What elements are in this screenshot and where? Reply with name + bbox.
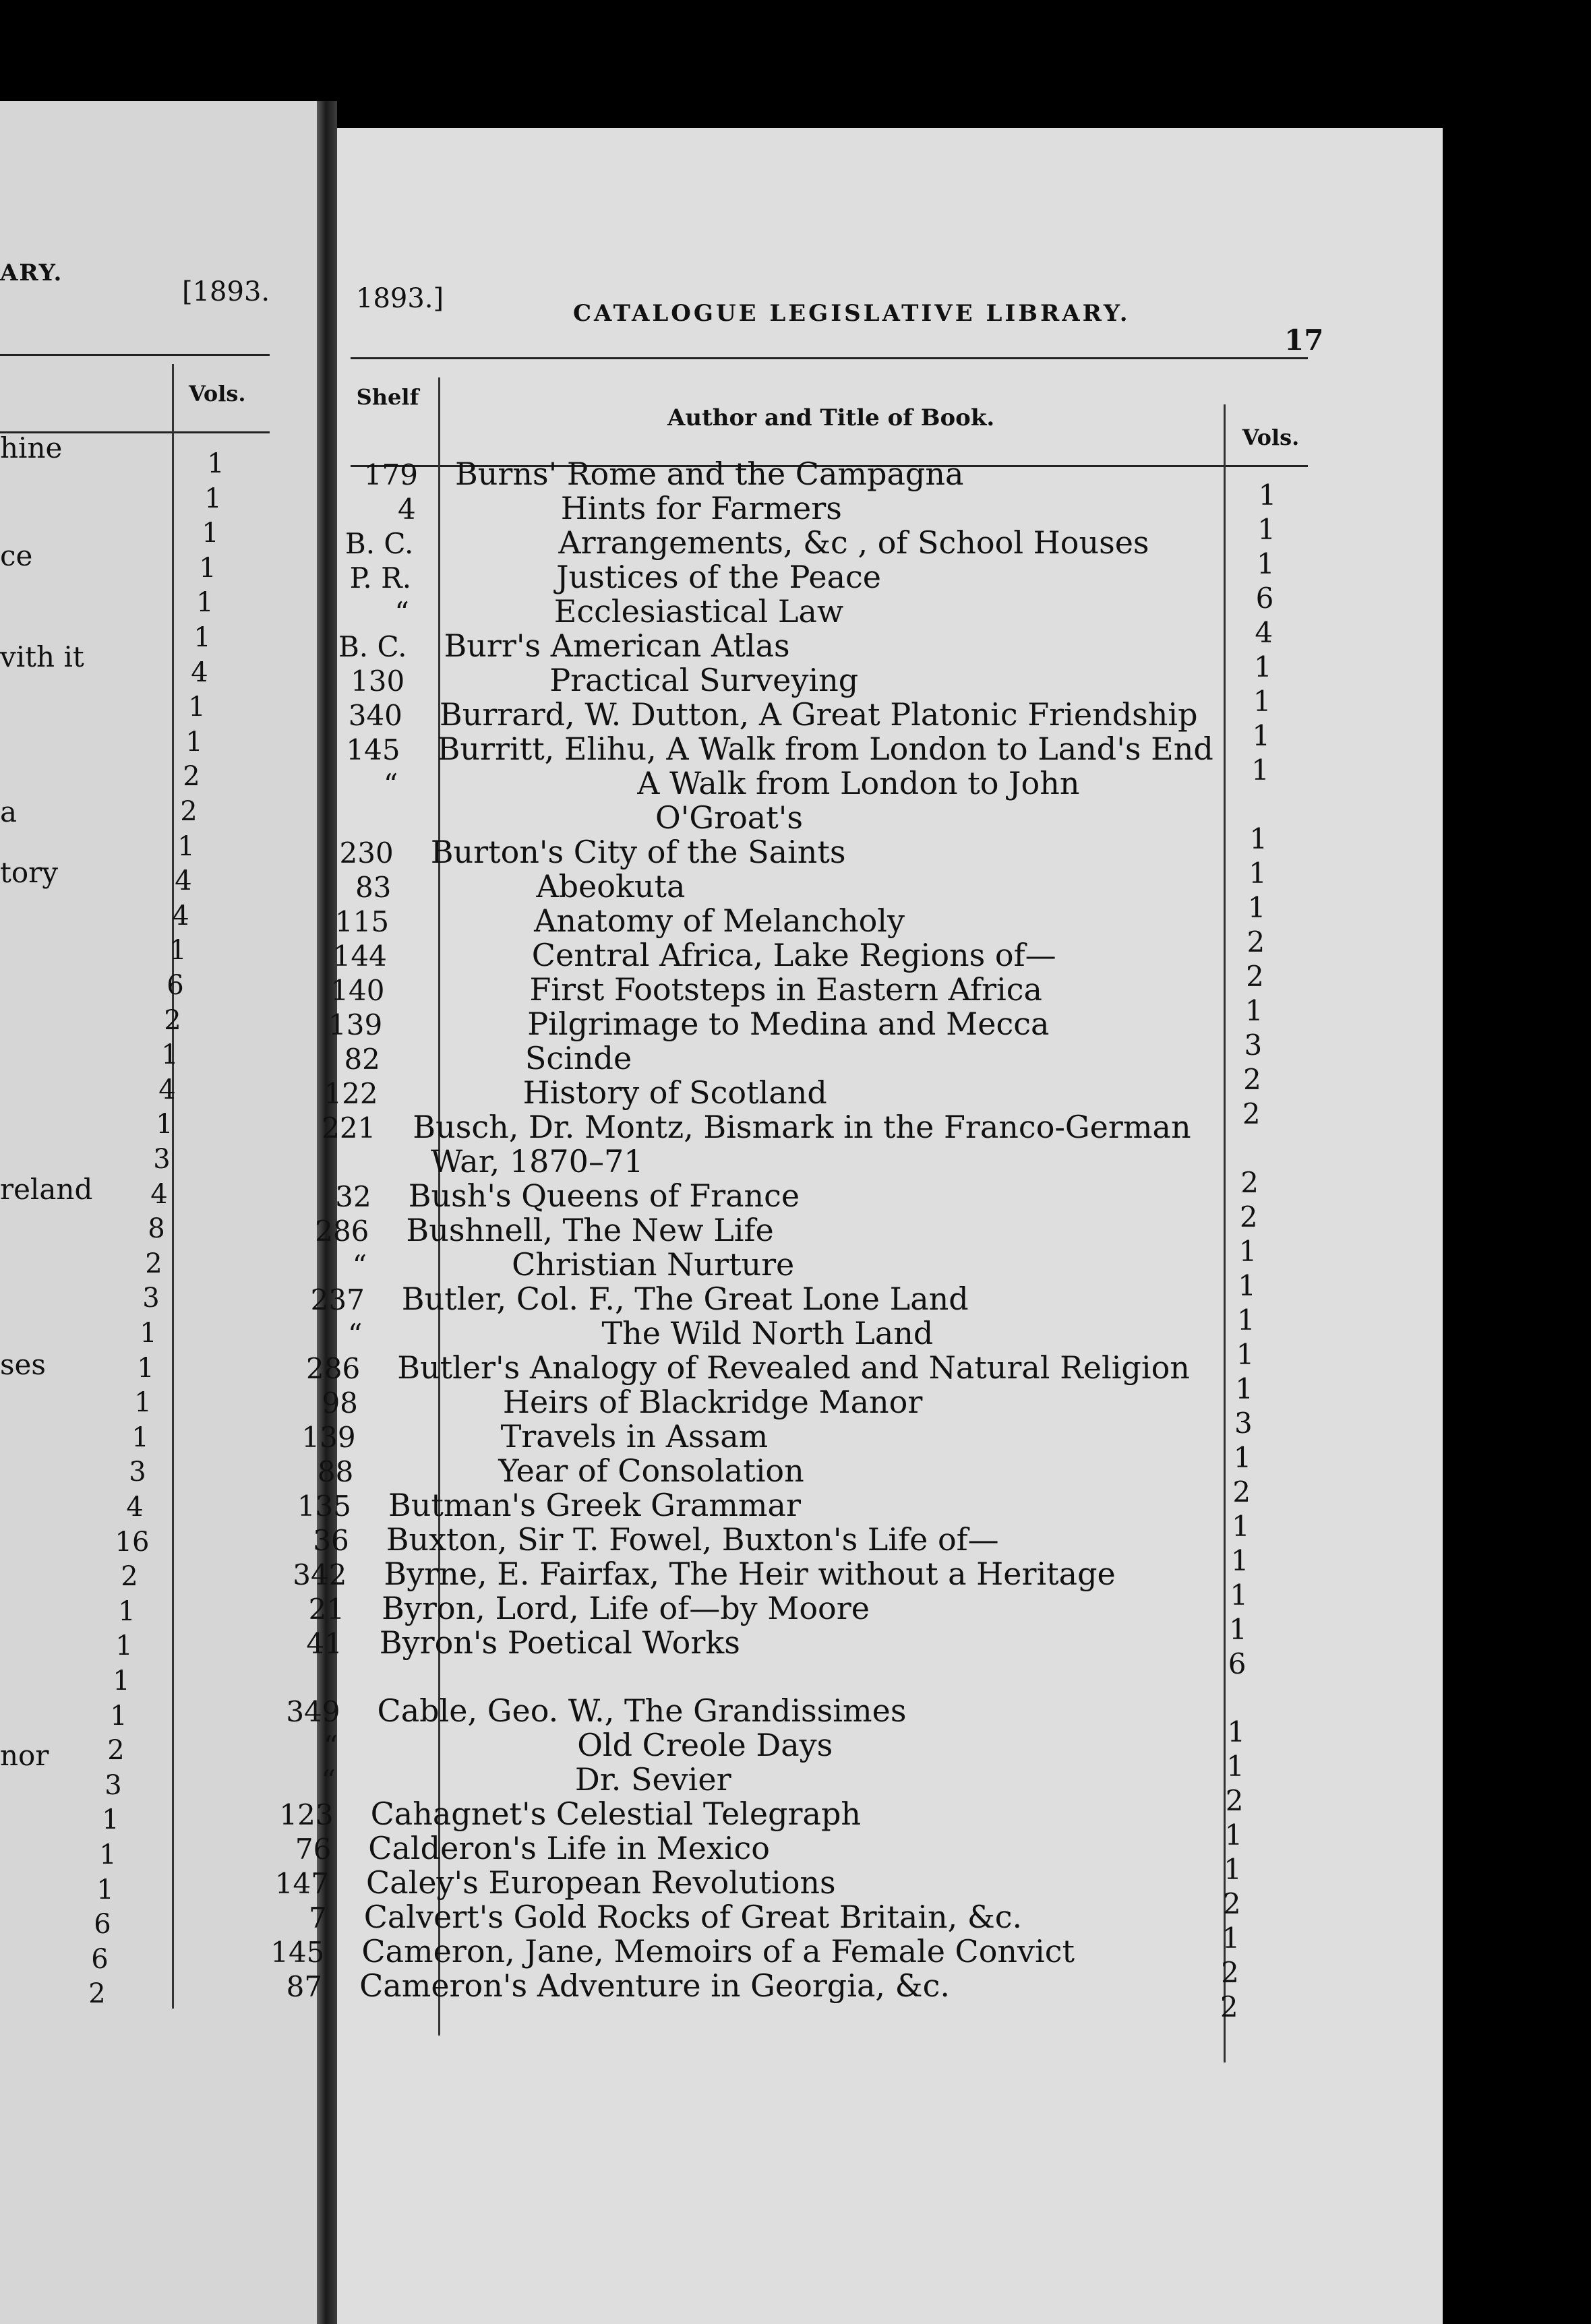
shelf-number: 145	[346, 733, 400, 766]
book-entry: Burr's American Atlas	[444, 628, 790, 664]
vol-count: 1	[1227, 1715, 1246, 1748]
book-entry: Caley's European Revolutions	[366, 1864, 836, 1901]
left-vol: 1	[137, 1352, 154, 1384]
book-entry: Year of Consolation	[498, 1452, 804, 1489]
left-header-rule	[0, 354, 270, 356]
shelf-number: 123	[279, 1798, 334, 1831]
book-entry: Hints for Farmers	[560, 490, 842, 526]
shelf-number: 230	[339, 836, 394, 869]
book-entry: Old Creole Days	[577, 1727, 833, 1763]
left-fragment: a	[0, 795, 18, 828]
shelf-number: 145	[270, 1936, 325, 1969]
book-entry: War, 1870–71	[431, 1143, 644, 1180]
shelf-number: 32	[335, 1180, 371, 1213]
book-entry: Calvert's Gold Rocks of Great Britain, &c.	[363, 1899, 1023, 1935]
left-vol: 1	[161, 1039, 179, 1071]
shelf-number: 87	[286, 1970, 323, 2003]
book-entry: Scinde	[524, 1040, 632, 1076]
vol-count: 1	[1254, 650, 1272, 683]
left-vol: 1	[96, 1874, 114, 1905]
left-vol: 1	[207, 448, 224, 479]
left-fragment: tory	[0, 856, 58, 889]
shelf-number: 179	[363, 458, 418, 491]
shelf-number: 7	[308, 1901, 327, 1934]
left-vols-header: Vols.	[189, 381, 246, 406]
shelf-number: 342	[293, 1558, 347, 1591]
left-vol: 1	[199, 552, 216, 584]
left-vol: 1	[131, 1421, 149, 1453]
book-entry: The Wild North Land	[601, 1315, 934, 1351]
shelf-number: “	[383, 768, 398, 801]
shelf-number: 4	[397, 493, 416, 526]
page-title: CATALOGUE LEGISLATIVE LIBRARY.	[573, 300, 1131, 327]
shelf-number: “	[321, 1764, 336, 1797]
vol-count: 1	[1244, 994, 1263, 1027]
left-vol: 1	[169, 935, 187, 967]
left-vol: 2	[183, 761, 200, 793]
book-entry: Buxton, Sir T. Fowel, Buxton's Life of—	[386, 1521, 999, 1558]
shelf-number: 286	[306, 1352, 361, 1385]
book-entry: Cahagnet's Celestial Telegraph	[370, 1796, 862, 1832]
page-number: 17	[1284, 324, 1324, 357]
left-vol: 1	[193, 622, 211, 653]
left-vol: 2	[164, 1004, 181, 1036]
vol-count: 1	[1251, 754, 1269, 787]
shelf-number: “	[394, 596, 409, 629]
left-vol: 1	[115, 1630, 133, 1662]
shelf-number: 139	[328, 1008, 383, 1041]
vol-count: 1	[1252, 719, 1271, 752]
book-entry: Central Africa, Lake Regions of—	[531, 937, 1056, 973]
left-year: [1893.	[182, 276, 270, 307]
book-entry: Bushnell, The New Life	[406, 1212, 774, 1248]
book-entry: Calderon's Life in Mexico	[368, 1830, 771, 1866]
shelf-number: 140	[330, 974, 385, 1007]
left-vol: 1	[110, 1700, 127, 1732]
left-vol: 6	[91, 1943, 109, 1975]
book-entry: Busch, Dr. Montz, Bismark in the Franco-German	[413, 1109, 1191, 1145]
book-entry: A Walk from London to John	[637, 765, 1080, 801]
vol-count: 1	[1224, 1853, 1242, 1886]
vol-count: 6	[1228, 1647, 1247, 1680]
shelf-number: 41	[306, 1627, 342, 1660]
left-vol: 2	[180, 796, 198, 827]
vol-count: 3	[1234, 1407, 1253, 1440]
book-entry: Byron's Poetical Works	[379, 1624, 740, 1661]
shelf-number: 221	[322, 1111, 376, 1144]
book-entry: Christian Nurture	[512, 1246, 795, 1283]
shelf-number: 286	[315, 1215, 369, 1248]
book-entry: Byrne, E. Fairfax, The Heir without a Heritage	[384, 1556, 1116, 1592]
shelf-number: 147	[274, 1867, 329, 1900]
left-vol: 1	[102, 1804, 119, 1836]
left-vol: 1	[113, 1665, 130, 1696]
shelf-number: 144	[332, 940, 387, 973]
left-vol: 4	[191, 656, 208, 688]
shelf-number: “	[352, 1249, 367, 1282]
book-entry: History of Scotland	[522, 1074, 827, 1111]
book-entry: Butman's Greek Grammar	[388, 1487, 801, 1523]
book-entry: Ecclesiastical Law	[553, 593, 844, 630]
shelf-number: 135	[297, 1490, 351, 1523]
book-entry: Burton's City of the Saints	[430, 834, 846, 870]
book-entry: Burrard, W. Dutton, A Great Platonic Friendship	[439, 696, 1198, 733]
left-fragment: reland	[0, 1173, 93, 1206]
vol-count: 1	[1257, 513, 1276, 546]
vol-count: 2	[1242, 1097, 1261, 1130]
left-fragment: ce	[0, 539, 33, 572]
left-running-head: ARY.	[0, 259, 63, 286]
left-vol: 1	[134, 1387, 152, 1419]
left-vol: 16	[115, 1526, 150, 1558]
shelf-number: 83	[355, 871, 392, 904]
book-entry: Cameron's Adventure in Georgia, &c.	[359, 1967, 950, 2004]
shelf-number: “	[348, 1318, 363, 1351]
vol-count: 1	[1235, 1372, 1254, 1405]
book-entry: Anatomy of Melancholy	[534, 903, 905, 939]
book-entry: Cable, Geo. W., The Grandissimes	[377, 1692, 907, 1729]
shelf-number: 237	[310, 1283, 365, 1316]
book-entry: First Footsteps in Eastern Africa	[529, 971, 1042, 1008]
book-entry: Bush's Queens of France	[408, 1178, 800, 1214]
vols-header: Vols.	[1242, 425, 1300, 450]
book-entry: Butler's Analogy of Revealed and Natural Religion	[397, 1349, 1190, 1386]
left-vol: 3	[104, 1769, 122, 1801]
left-vol: 1	[185, 726, 203, 758]
vol-count: 1	[1224, 1818, 1243, 1852]
vol-count: 1	[1258, 479, 1277, 512]
shelf-number: P. R.	[349, 561, 412, 594]
vol-count: 1	[1238, 1235, 1257, 1268]
vol-count: 3	[1244, 1029, 1263, 1062]
shelf-number: 36	[313, 1524, 349, 1557]
vol-count: 1	[1232, 1510, 1250, 1543]
vol-count: 1	[1247, 891, 1266, 924]
shelf-number: 139	[301, 1421, 356, 1454]
left-vol: 4	[175, 865, 192, 897]
book-entry: Burritt, Elihu, A Walk from London to Land's End	[437, 731, 1213, 767]
vol-count: 1	[1238, 1269, 1256, 1302]
book-entry: Heirs of Blackridge Manor	[502, 1384, 923, 1420]
left-vol: 2	[145, 1248, 162, 1279]
shelf-number: B. C.	[344, 527, 414, 560]
left-vol: 1	[156, 1109, 173, 1140]
vol-count: 4	[1255, 616, 1273, 649]
vol-count: 2	[1222, 1887, 1241, 1920]
left-vol: 1	[140, 1318, 157, 1349]
vol-count: 1	[1226, 1750, 1244, 1783]
shelf-number: 115	[334, 905, 390, 938]
shelf-header: Shelf	[356, 384, 419, 410]
left-vol: 4	[172, 900, 189, 931]
shelf-number: 349	[286, 1695, 340, 1728]
shelf-number: 76	[295, 1833, 332, 1866]
vol-count: 2	[1243, 1063, 1261, 1096]
vol-count: 1	[1233, 1441, 1252, 1474]
vol-count: 2	[1221, 1956, 1239, 1989]
vol-count: 2	[1225, 1784, 1244, 1817]
vol-count: 1	[1222, 1922, 1240, 1955]
left-fragment: vith it	[0, 640, 84, 673]
left-vol: 2	[121, 1561, 138, 1593]
vol-count: 1	[1230, 1544, 1249, 1577]
left-vol: 3	[153, 1144, 171, 1175]
left-vol: 6	[94, 1909, 111, 1940]
vol-count: 2	[1240, 1166, 1259, 1199]
left-vol: 4	[150, 1178, 168, 1210]
shelf-number: “	[323, 1730, 338, 1763]
page-year: 1893.]	[356, 283, 444, 314]
left-fragment: ses	[0, 1348, 46, 1381]
left-fragment: hine	[0, 431, 63, 464]
left-vol: 1	[202, 518, 219, 549]
vol-count: 1	[1236, 1338, 1255, 1371]
left-vol: 8	[148, 1213, 165, 1245]
shelf-number: 340	[348, 699, 402, 732]
left-vol: 1	[204, 483, 222, 514]
book-entry: Byron, Lord, Life of—by Moore	[382, 1590, 870, 1626]
author-header: Author and Title of Book.	[667, 404, 995, 431]
vol-count: 1	[1253, 685, 1271, 718]
left-vol: 1	[177, 830, 195, 862]
vol-count: 1	[1249, 857, 1267, 890]
vol-count: 2	[1232, 1475, 1251, 1508]
vol-count: 6	[1255, 582, 1274, 615]
left-vol: 1	[196, 587, 214, 619]
left-vol: 4	[126, 1492, 144, 1523]
left-vol: 2	[88, 1978, 106, 2010]
left-vol: 6	[167, 970, 184, 1001]
book-entry: Arrangements, &c , of School Houses	[558, 524, 1149, 561]
book-entry: O'Groat's	[655, 799, 803, 836]
left-vol: 3	[142, 1283, 160, 1314]
book-entry: Butler, Col. F., The Great Lone Land	[401, 1281, 969, 1317]
vol-count: 2	[1220, 1990, 1238, 2023]
book-entry: Cameron, Jane, Memoirs of a Female Convict	[361, 1933, 1075, 1969]
vol-count: 1	[1236, 1304, 1255, 1337]
shelf-number: B. C.	[338, 630, 407, 663]
book-entry: Burns' Rome and the Campagna	[455, 456, 964, 492]
shelf-number: 88	[317, 1455, 354, 1488]
header-rule-top	[351, 357, 1308, 359]
book-entry: Travels in Assam	[500, 1418, 769, 1455]
shelf-number: 130	[351, 665, 405, 698]
vol-count: 1	[1230, 1579, 1249, 1612]
book-entry: Dr. Sevier	[574, 1761, 731, 1798]
vol-count: 1	[1256, 547, 1275, 580]
left-vol: 3	[129, 1457, 146, 1488]
vol-count: 1	[1249, 822, 1268, 855]
vol-count: 2	[1247, 925, 1265, 958]
left-vol: 4	[158, 1074, 176, 1105]
shelf-number: 82	[344, 1043, 380, 1076]
left-vol: 1	[99, 1839, 117, 1870]
left-fragment: nor	[0, 1739, 49, 1772]
left-vol: 2	[107, 1735, 125, 1767]
vol-count: 2	[1239, 1200, 1258, 1233]
book-entry: Practical Surveying	[549, 662, 859, 698]
book-entry: Justices of the Peace	[556, 559, 881, 595]
vol-count: 1	[1229, 1613, 1247, 1646]
shelf-number: 98	[322, 1386, 358, 1419]
left-vol: 1	[118, 1595, 136, 1627]
left-vol: 1	[188, 692, 206, 723]
vol-count: 2	[1246, 960, 1264, 993]
book-entry: Pilgrimage to Medina and Mecca	[527, 1006, 1050, 1042]
book-entry: Abeokuta	[536, 868, 686, 905]
shelf-number: 122	[324, 1077, 378, 1110]
shelf-number: 21	[308, 1593, 345, 1626]
